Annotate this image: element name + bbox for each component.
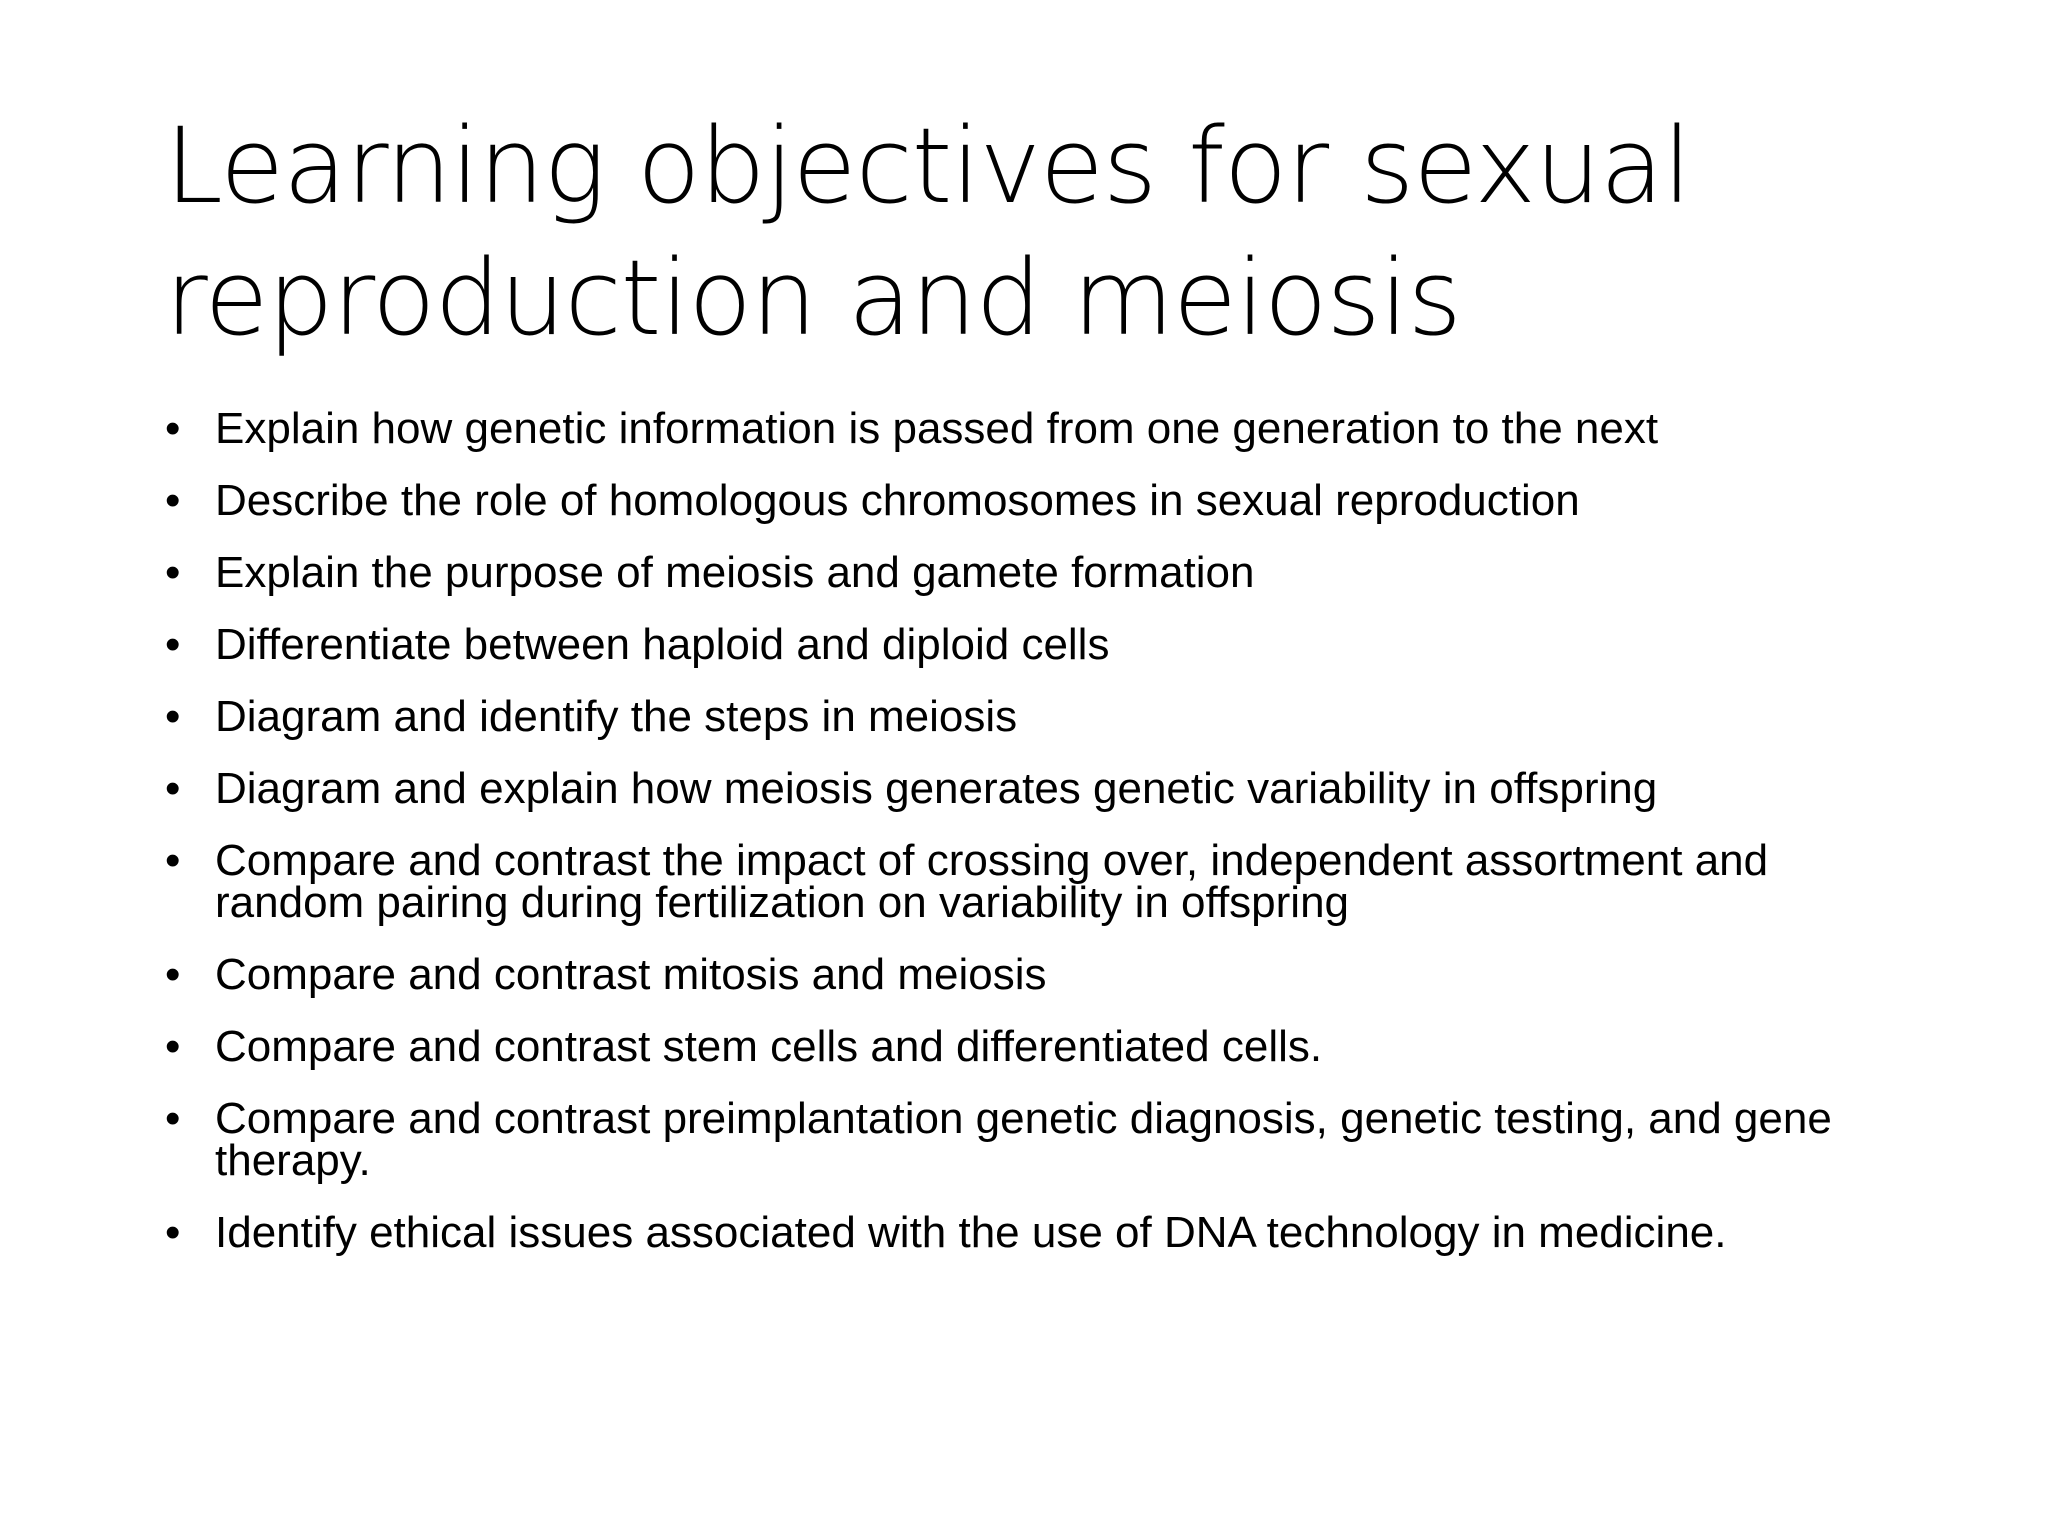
objective-text: Compare and contrast the impact of crossing over, independent assortment and random pairing during fertilization on variability in offspring bbox=[215, 836, 1769, 927]
objective-item bbox=[165, 404, 1925, 453]
objective-item bbox=[165, 950, 1925, 999]
bullet-icon: • bbox=[165, 1208, 181, 1257]
objective-text: Compare and contrast mitosis and meiosis bbox=[215, 950, 1047, 999]
bullet-icon: • bbox=[165, 476, 181, 525]
objective-text: Explain how genetic information is passed from one generation to the next bbox=[215, 404, 1659, 453]
objective-item bbox=[165, 476, 1925, 525]
objective-item bbox=[165, 692, 1925, 741]
objective-text: Explain the purpose of meiosis and gamete formation bbox=[215, 548, 1255, 597]
objective-text: Describe the role of homologous chromosomes in sexual reproduction bbox=[215, 476, 1580, 525]
objective-text: Diagram and explain how meiosis generates genetic variability in offspring bbox=[215, 764, 1658, 813]
objective-item bbox=[165, 1094, 1925, 1185]
bullet-icon: • bbox=[165, 548, 181, 597]
objective-item bbox=[165, 1208, 1925, 1257]
objective-text: Diagram and identify the steps in meiosis bbox=[215, 692, 1018, 741]
objective-item bbox=[165, 1022, 1925, 1071]
objective-text: Compare and contrast preimplantation genetic diagnosis, genetic testing, and gene therapy. bbox=[215, 1094, 1832, 1185]
objective-text: Differentiate between haploid and diploid cells bbox=[215, 620, 1110, 669]
objective-item bbox=[165, 836, 1925, 927]
bullet-icon: • bbox=[165, 620, 181, 669]
objective-item bbox=[165, 548, 1925, 597]
bullet-icon: • bbox=[165, 1094, 181, 1143]
slide-title: Learning objectives for sexual reproduction and meiosis bbox=[165, 105, 1691, 359]
objective-text: Compare and contrast stem cells and differentiated cells. bbox=[215, 1022, 1323, 1071]
objective-item bbox=[165, 764, 1925, 813]
bullet-icon: • bbox=[165, 836, 181, 885]
objective-item bbox=[165, 620, 1925, 669]
bullet-icon: • bbox=[165, 950, 181, 999]
bullet-icon: • bbox=[165, 1022, 181, 1071]
objective-text: Identify ethical issues associated with the use of DNA technology in medicine. bbox=[215, 1208, 1727, 1257]
bullet-icon: • bbox=[165, 404, 181, 453]
objectives-list bbox=[165, 404, 1925, 1284]
bullet-icon: • bbox=[165, 692, 181, 741]
bullet-icon: • bbox=[165, 764, 181, 813]
